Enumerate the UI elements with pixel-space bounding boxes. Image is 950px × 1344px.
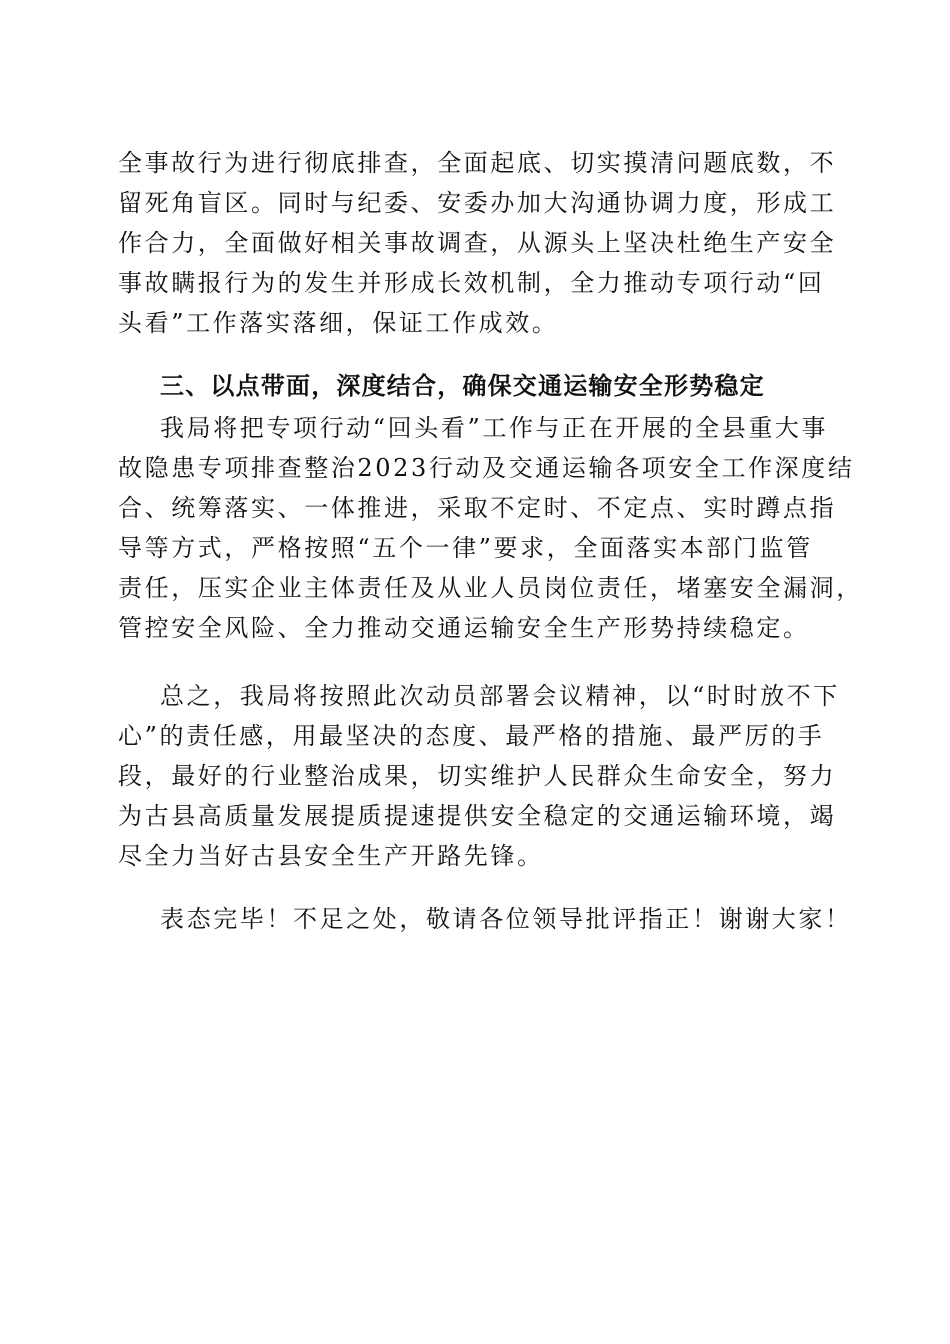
paragraph-continuation [118, 143, 838, 343]
text-line: 表态完毕！不足之处，敬请各位领导批评指正！谢谢大家！ [160, 905, 852, 933]
text-line: 事故瞒报行为的发生并形成长效机制，全力推动专项行动“回 [118, 269, 825, 297]
text-line: 总之，我局将按照此次动员部署会议精神，以“时时放不下 [160, 682, 840, 710]
section-heading [118, 366, 838, 406]
text-line: 责任，压实企业主体责任及从业人员岗位责任，堵塞安全漏洞， [118, 574, 863, 602]
text-line: 合、统筹落实、一体推进，采取不定时、不定点、实时蹲点指 [118, 494, 837, 522]
heading-text: 三、以点带面，深度结合，确保交通运输安全形势稳定 [160, 372, 765, 400]
text-line: 管控安全风险、全力推动交通运输安全生产形势持续稳定。 [118, 614, 810, 642]
paragraph-closing [118, 899, 852, 939]
text-line: 全事故行为进行彻底排查，全面起底、切实摸清问题底数，不 [118, 149, 837, 177]
text-line: 留死角盲区。同时与纪委、安委办加大沟通协调力度，形成工 [118, 189, 837, 217]
text-line: 作合力，全面做好相关事故调查，从源头上坚决杜绝生产安全 [118, 229, 837, 257]
text-line: 心”的责任感，用最坚决的态度、最严格的措施、最严厉的手 [118, 722, 825, 750]
paragraph-special-action [118, 408, 863, 648]
text-line: 头看”工作落实落细，保证工作成效。 [118, 309, 559, 337]
text-line: 故隐患专项排查整治2023行动及交通运输各项安全工作深度结 [118, 454, 855, 482]
text-line: 导等方式，严格按照“五个一律”要求，全面落实本部门监管 [118, 534, 813, 562]
text-line: 我局将把专项行动“回头看”工作与正在开展的全县重大事 [160, 414, 829, 442]
paragraph-conclusion [118, 676, 838, 876]
text-line: 尽全力当好古县安全生产开路先锋。 [118, 842, 544, 870]
text-line: 为古县高质量发展提质提速提供安全稳定的交通运输环境，竭 [118, 802, 837, 830]
text-line: 段，最好的行业整治成果，切实维护人民群众生命安全，努力 [118, 762, 837, 790]
